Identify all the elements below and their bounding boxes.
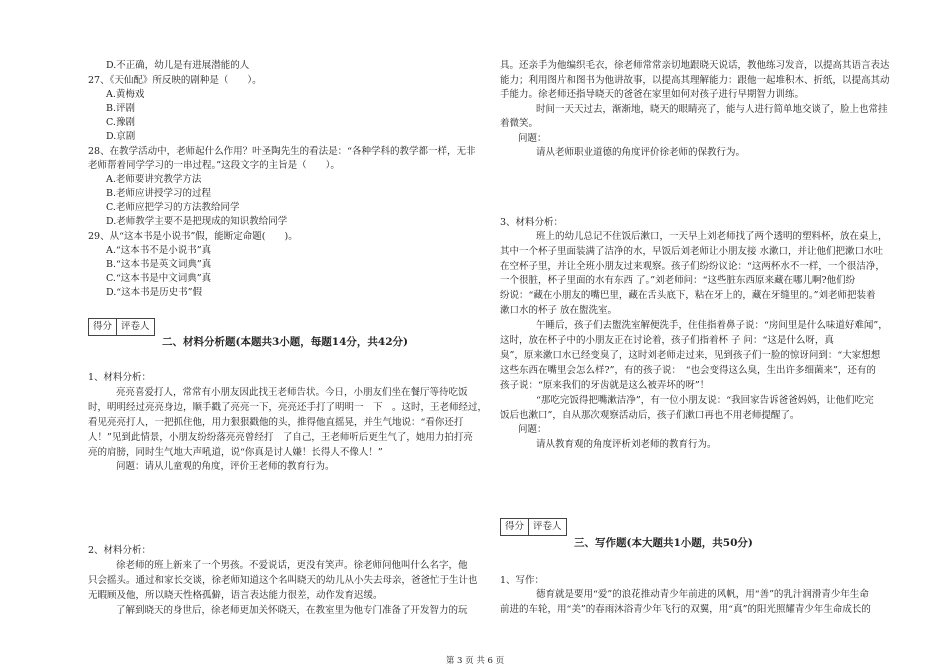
grader-label: 评卷人 xyxy=(116,319,154,335)
text-line: C.老师应把学习的方法教给同学 xyxy=(106,202,240,213)
text-line: 看见亮亮打人，一把抓住他，用力狠狠戳他的头，推得他直摇晃，并生气地说：“看你还打 xyxy=(88,417,464,428)
text-line: 27、《天仙配》所反映的剧种是（ ）。 xyxy=(88,75,262,86)
text-line: B.老师应讲授学习的过程 xyxy=(106,188,212,199)
text-line: 老师帮着同学学习的一串过程。”这段文字的主旨是（ ）。 xyxy=(88,160,340,171)
text-line: 请从老师职业道德的角度评价徐老师的保教行为。 xyxy=(536,147,746,158)
text-line: 亮的肩膀，同时生气地大声吼道，说“你真是讨人嫌！长得人不像人！” xyxy=(88,447,383,458)
text-line: 无暇顾及他，所以晓天性格孤僻，语言表达能力很差，动作发育迟缓。 xyxy=(88,590,383,601)
text-line: 时间一天天过去，渐渐地，晓天的眼睛亮了，能与人进行简单地交谈了，脸上也常挂 xyxy=(536,104,888,115)
text-line: “那吃完饭得把嘴漱洁净”，有一位小朋友说：“我回家告诉爸爸妈妈，让他们吃完 xyxy=(536,395,874,406)
text-line: 了解到晓天的身世后，徐老师更加关怀晓天，在教室里为他专门准备了开发智力的玩 xyxy=(116,605,468,616)
text-line: 时，明明经过亮亮身边，顺手戳了亮亮一下，亮亮还手打了明明一 下 。这时，王老师经过， xyxy=(88,402,488,413)
text-line: A.黄梅戏 xyxy=(106,89,145,100)
text-line: 3、材料分析： xyxy=(500,217,564,228)
text-line: 手能力。徐老师还指导晓天的爸爸在家里如何对孩子进行早期智力训练。 xyxy=(500,89,805,100)
score-box-right xyxy=(500,518,567,536)
text-line: B.评剧 xyxy=(106,103,136,114)
score-label: 得分 xyxy=(505,521,525,532)
text-line: D.不正确，幼儿是有进展潜能的人 xyxy=(106,60,250,71)
text-line: 德育就是要用“爱”的浪花推动青少年前进的风帆，用“善”的乳汁润滑青少年生命 xyxy=(536,589,869,600)
text-line: 徐老师的班上新来了一个男孩。不爱说话，更没有笑声。徐老师问他叫什么名字，他 xyxy=(116,560,468,571)
text-line: 纷说：“藏在小朋友的嘴巴里，藏在舌头底下，粘在牙上的，藏在牙缝里的。”刘老师把装着 xyxy=(500,290,876,301)
text-line: 能力；利用图片和图书为他讲故事，以提高其理解能力：跟他一起堆积木、折纸，以提高其动 xyxy=(500,75,890,86)
text-line: 这时，放在杯子中的小朋友正在讨论着，孩子们指着杯 子 问：“这是什么呀，真 xyxy=(500,335,834,346)
text-line: 漱口水的杯子 放在盥洗室。 xyxy=(500,305,618,316)
text-line: 其中一个杯子里面装满了洁净的水，早饭后刘老师让小朋友接 水漱口，并让他们把漱口水吐 xyxy=(500,246,884,257)
text-line: 1、写作： xyxy=(500,575,545,586)
text-line: 在空杯子里，并让全班小朋友过来观察。孩子们纷纷议论：“这两杯水不一样，一个很洁净， xyxy=(500,261,885,272)
score-box-left xyxy=(88,318,155,336)
text-line: 人！”见到此情景，小朋友纷纷落亮亮曾经打 了自己，王老师听后更生气了，她用力拍打亮 xyxy=(88,432,473,443)
text-line: 28、在教学活动中，老师起什么作用？叶圣陶先生的看法是：“各种学科的教学都一样，无非 xyxy=(88,146,476,157)
score-label: 得分 xyxy=(93,321,113,332)
text-line: 前进的车轮，用“美”的春雨沐浴青少年飞行的双翼，用“真”的阳光照耀青少年生命成长的 xyxy=(500,604,871,615)
text-line: 这些东西在嘴里会怎么样?”，有的孩子说： “也会变得这么臭，生出许多细菌来”，还有的 xyxy=(500,365,876,376)
text-line: 29、从“这本书是小说书”假，能断定命题( )。 xyxy=(88,231,298,242)
text-line: D.京剧 xyxy=(106,131,136,142)
section-three-title: 三、写作题(本大题共1小题，共50分) xyxy=(574,537,753,549)
text-line: 具。还亲手为他编织毛衣，徐老师常常亲切地跟晓天说话，教他练习发音，以提高其语言表达 xyxy=(500,60,890,71)
text-line: 问题： xyxy=(518,424,547,435)
text-line: 2、材料分析： xyxy=(88,545,152,556)
text-line: 午睡后，孩子们去盥洗室解便洗手，住佳指着鼻子说：“房间里是什么味道好难闻”， xyxy=(536,320,888,331)
text-line: 只会摇头。通过和家长交谈，徐老师知道这个名叫晓天的幼儿从小失去母亲，爸爸忙于生计也 xyxy=(88,575,478,586)
grader-label: 评卷人 xyxy=(528,519,566,535)
text-line: 请从教育观的角度评析刘老师的教育行为。 xyxy=(536,439,717,450)
text-line: 臭”，原来漱口水已经变臭了，这时刘老师走过来，见到孩子们一脸的惊讶问到：“大家想想 xyxy=(500,350,881,361)
text-line: A.老师要讲究教学方法 xyxy=(106,174,202,185)
text-line: 问题：请从儿童观的角度，评价王老师的教育行为。 xyxy=(116,461,335,472)
page-footer: 第 3 页 共 6 页 xyxy=(445,656,505,666)
text-line: A.“这本书不是小说书”真 xyxy=(106,245,212,256)
section-two-title: 二、材料分析题(本题共3小题，每题14分，共42分) xyxy=(162,336,408,348)
text-line: 着微笑。 xyxy=(500,118,539,129)
text-line: C.“这本书是中文词典”真 xyxy=(106,273,212,284)
text-line: D.老师教学主要不是把现成的知识教给同学 xyxy=(106,216,288,227)
text-line: 1、材料分析： xyxy=(88,372,152,383)
text-line: 问题： xyxy=(518,133,547,144)
text-line: 饭后也漱口”，自从那次观察活动后，孩子们漱口再也不用老师提醒了。 xyxy=(500,410,800,421)
text-line: 班上的幼儿总记不住饭后漱口，一天早上刘老师找了两个透明的塑料杯，放在桌上， xyxy=(536,231,888,242)
text-line: 孩子说：“原来我们的牙齿就是这么被弄坏的呀”！ xyxy=(500,380,710,391)
text-line: D.“这本书是历史书”假 xyxy=(106,287,203,298)
text-line: 亮亮喜爱打人，常常有小朋友因此找王老师告状。今日，小朋友们坐在餐厅等待吃饭 xyxy=(116,387,468,398)
text-line: C.豫剧 xyxy=(106,117,135,128)
text-line: 一个很脏，杯子里面的水有东西 了。”刘老师问：“这些脏东西原来藏在哪儿啊?他们纷 xyxy=(500,275,856,286)
text-line: B.“这本书是英文词典”真 xyxy=(106,259,212,270)
